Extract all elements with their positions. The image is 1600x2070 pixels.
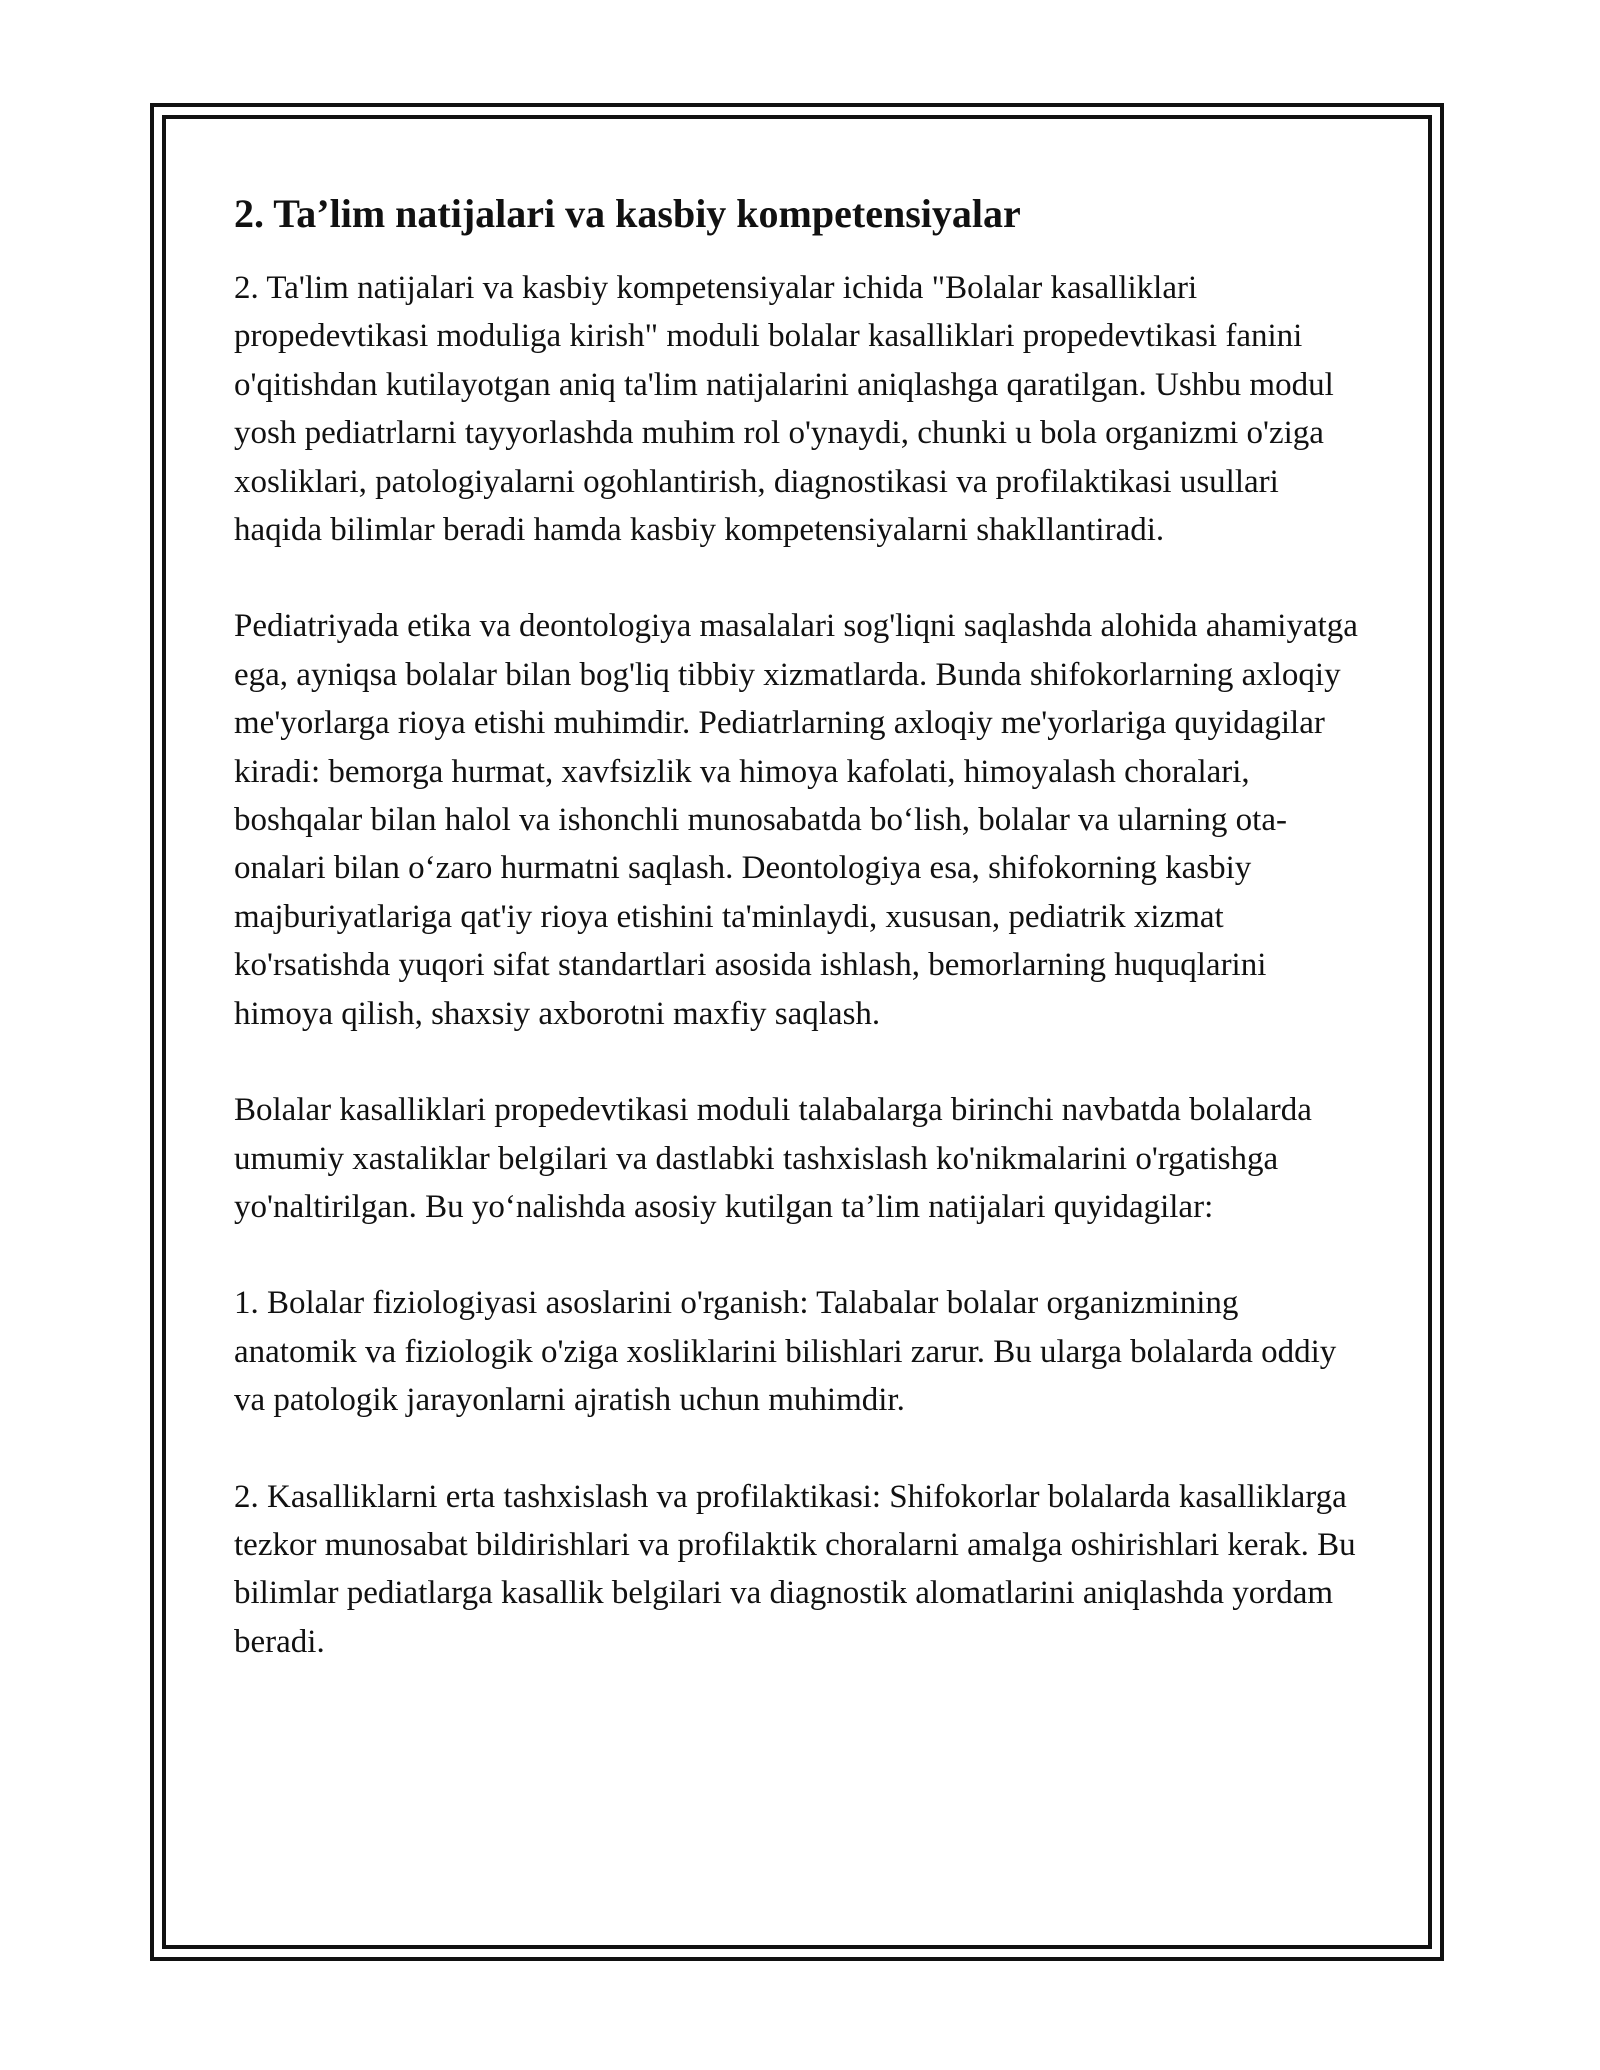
- paragraph-outcome-1: 1. Bolalar fiziologiyasi asoslarini o'rganish: Talabalar bolalar organizmining anatomik va fiziologik o'ziga xosliklarini bilishlari zarur. Bu ularga bolalarda oddiy va patologik jarayonlarni ajratish uchun muhimdir.: [234, 1285, 1337, 1419]
- paragraph-outcome-2: 2. Kasalliklarni erta tashxislash va profilaktikasi: Shifokorlar bolalarda kasalliklarga tezkor munosabat bildirishlari va profilaktik choralarni amalga oshirishlari kerak. Bu bilimlar pediatlarga kasallik belgilari va diagnostik alomatlarini aniqlashda yordam beradi.: [234, 1478, 1356, 1660]
- paragraph-module-goals: Bolalar kasalliklari propedevtikasi moduli talabalarga birinchi navbatda bolalarda umumiy xastaliklar belgilari va dastlabki tashxislash ko'nikmalarini o'rgatishga yo'naltirilgan. Bu yo‘nalishda asosiy kutilgan ta’lim natijalari quyidagilar:: [234, 1092, 1312, 1225]
- document-body: [234, 186, 1364, 1714]
- section-title: 2. Ta’lim natijalari va kasbiy kompetensiyalar: [234, 191, 1021, 236]
- paragraph-ethics: Pediatriyada etika va deontologiya masalalari sog'liqni saqlashda alohida ahamiyatga ega, ayniqsa bolalar bilan bog'liq tibbiy xizmatlarda. Bunda shifokorlarning axloqiy me'yorlarga rioya etishi muhimdir. Pediatrlarning axloqiy me'yorlariga quyidagilar kiradi: bemorga hurmat, xavfsizlik va himoya kafolati, himoyalash choralari, boshqalar bilan halol va ishonchli munosabatda bo‘lish, bolalar va ularning ota-onalari bilan o‘zaro hurmatni saqlash. Deontologiya esa, shifokorning kasbiy majburiyatlariga qat'iy rioya etishini ta'minlaydi, xususan, pediatrik xizmat ko'rsatishda yuqori sifat standartlari asosida ishlash, bemorlarning huquqlarini himoya qilish, shaxsiy axborotni maxfiy saqlash.: [234, 608, 1358, 1032]
- paragraph-intro: 2. Ta'lim natijalari va kasbiy kompetensiyalar ichida "Bolalar kasalliklari propedevtikasi moduliga kirish" moduli bolalar kasalliklari propedevtikasi fanini o'qitishdan kutilayotgan aniq ta'lim natijalarini aniqlashga qaratilgan. Ushbu modul yosh pediatrlarni tayyorlashda muhim rol o'ynaydi, chunki u bola organizmi o'ziga xosliklari, patologiyalarni ogohlantirish, diagnostikasi va profilaktikasi usullari haqida bilimlar beradi hamda kasbiy kompetensiyalarni shakllantiradi.: [234, 270, 1334, 549]
